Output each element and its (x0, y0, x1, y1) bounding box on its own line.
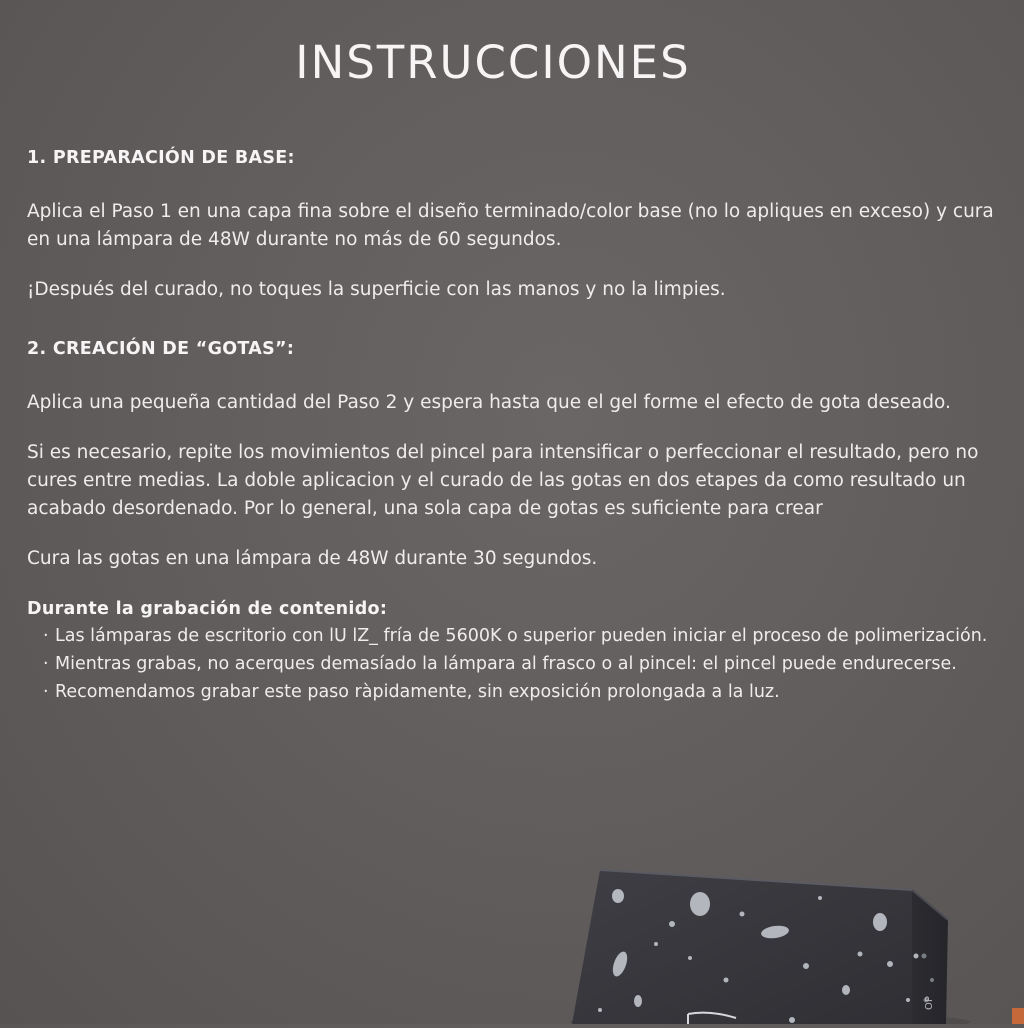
bullet-dot: · (43, 654, 49, 674)
section-heading-recording: Durante la grabación de contenido: (27, 599, 388, 619)
section-heading-drops-creation: 2. CREACIÓN DE “GOTAS”: (27, 339, 295, 359)
recording-tips-list (27, 622, 1012, 706)
page-title: INSTRUCCIONES (295, 36, 691, 89)
list-item-text: Recomendamos grabar este paso ràpidamente, sin exposición prolongada a la luz. (55, 682, 780, 702)
paragraph-apply-step2: Aplica una pequeña cantidad del Paso 2 y espera hasta que el gel forme el efecto de gota deseado. (27, 392, 951, 413)
bullet-dot: · (43, 682, 49, 702)
list-item-text: Mientras grabas, no acerques demasíado la lámpara al frasco o al pincel: el pincel puede endurecerse. (55, 654, 957, 674)
product-box-illustration (560, 860, 1024, 1024)
list-item-text: Las lámparas de escritorio con lU lZ_ fría de 5600K o superior pueden iniciar el proceso de polimerización. (55, 626, 988, 646)
product-box-image (560, 860, 1024, 1024)
list-item (43, 678, 1012, 706)
paragraph-no-touch: ¡Después del curado, no toques la superficie con las manos y no la limpies. (27, 279, 726, 300)
section-heading-base-preparation: 1. PREPARACIÓN DE BASE: (27, 148, 295, 168)
orange-accent (1012, 1008, 1024, 1024)
instructions-content (27, 140, 1012, 706)
box-side-text: OP (924, 996, 935, 1010)
paragraph-cure-drops: Cura las gotas en una lámpara de 48W durante 30 segundos. (27, 548, 598, 569)
paragraph-apply-step1: Aplica el Paso 1 en una capa fina sobre el diseño terminado/color base (no lo apliques en exceso) y cura en una lámpara de 48W durante no más de 60 segundos. (27, 201, 994, 250)
list-item (43, 650, 1012, 678)
bullet-dot: · (43, 626, 49, 646)
list-item (43, 622, 1012, 650)
paragraph-repeat-strokes: Si es necesario, repite los movimientos del pincel para intensificar o perfeccionar el resultado, pero no cures entre medias. La doble aplicacion y el curado de las gotas en dos etapes da como resultado un acabado desordenado. Por lo general, una sola capa de gotas es suficiente para crear (27, 442, 979, 519)
